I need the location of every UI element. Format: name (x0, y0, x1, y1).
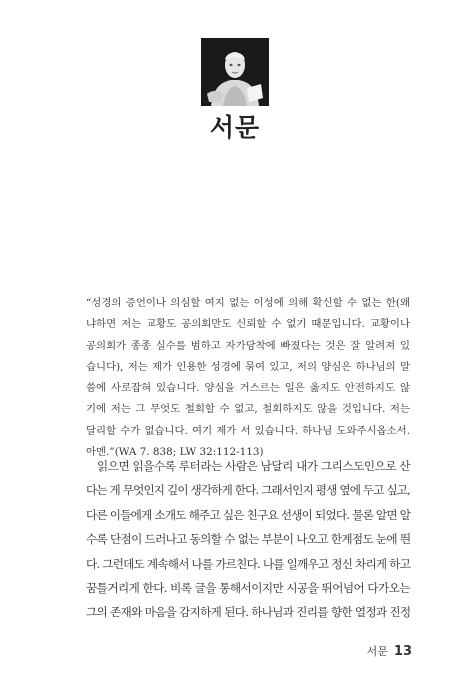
quote-line: “성경의 증언이나 의심할 여지 없는 이성에 의해 확신할 수 없는 한(왜 (86, 297, 410, 309)
quote-line: 씀에 사로잡혀 있습니다. 양심을 거스르는 일은 옳지도 안전하지도 않 (86, 382, 410, 395)
luther-quote (86, 293, 410, 463)
page-footer (367, 643, 412, 659)
quote-line: 습니다), 저는 제가 인용한 성경에 묶여 있고, 저의 양심은 하나님의 말 (86, 360, 410, 373)
page-title: 서문 (209, 113, 261, 142)
body-line: 꿈틀거리게 한다. 비록 글을 통해서이지만 시공을 뛰어넘어 다가오는 (86, 581, 411, 596)
body-line: 다른 이들에게 소개도 해주고 싶은 친구요 선생이 되었다. 물론 알면 알 (86, 507, 411, 522)
body-line: 다는 게 무엇인지 깊이 생각하게 한다. 그래서인지 평생 옆에 두고 싶고, (86, 483, 410, 498)
quote-line: 달리할 수가 없습니다. 여기 제가 서 있습니다. 하나님 도와주시옵소서. (86, 424, 410, 437)
body-line: 다. 그런데도 계속해서 나를 가르친다. 나를 일깨우고 정신 차리게 하고 (86, 556, 411, 571)
body-line: 읽으면 읽을수록 루터라는 사람은 남달리 내가 그리스도인으로 산 (97, 459, 411, 473)
body-line: 수록 단점이 드러나고 동의할 수 없는 부분이 나오고 한계점도 눈에 띈 (86, 532, 411, 547)
page-number: 13 (393, 644, 412, 659)
quote-line: 기에 저는 그 무엇도 철회할 수 없고, 철회하지도 않을 것입니다. 저는 (86, 403, 410, 416)
quote-line: 냐하면 저는 교황도 공의회만도 신뢰할 수 없기 때문입니다. 교황이나 (86, 318, 410, 331)
body-paragraph (86, 454, 410, 625)
quote-line: 공의회가 종종 실수를 범하고 자가당착에 빠졌다는 것은 잘 알려져 있 (86, 339, 410, 352)
body-line: 그의 존재와 마음을 감지하게 된다. 하나님과 진리를 향한 열정과 진정 (86, 605, 411, 620)
footer-section-label: 서문 (366, 645, 388, 658)
quote-citation: 아멘.”(WA 7. 838; LW 32:112-113) (86, 446, 264, 459)
luther-portrait-icon (201, 38, 269, 106)
